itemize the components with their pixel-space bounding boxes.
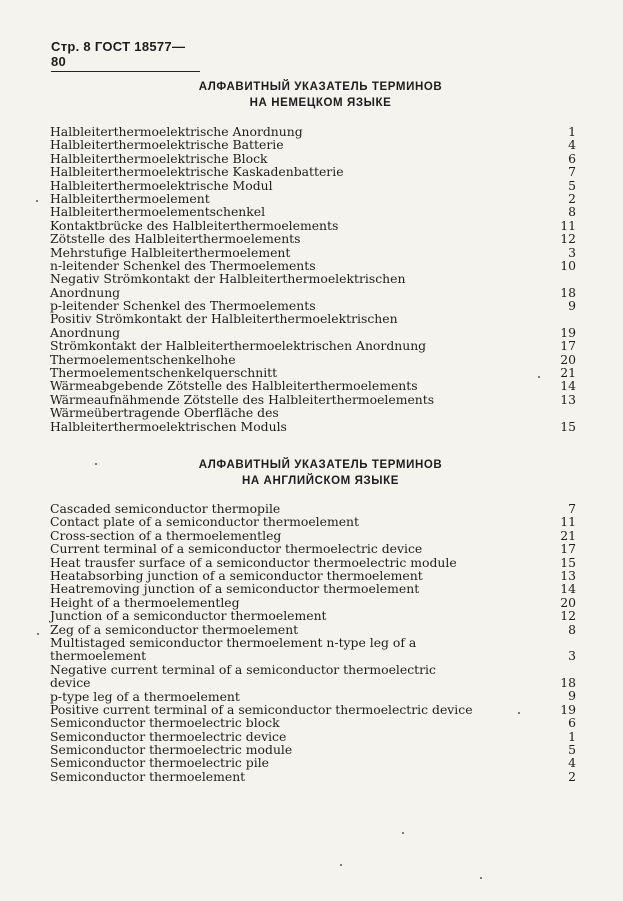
index-entry: Kontaktbrücke des Halbleiterthermoelements 11 <box>50 217 576 233</box>
index-entry: Semiconductor thermoelectric module 5 <box>50 742 576 758</box>
index-entry: Wärmeübertragende Oberfläche des Halbleiterthermoelektrischen Moduls 15 <box>50 405 576 434</box>
english-terms-list <box>50 502 576 783</box>
index-entry: Multistaged semiconductor thermoelement n-type leg of a thermoelement 3 <box>50 634 576 664</box>
index-entry: Wärmeabgebende Zötstelle des Halbleiterthermoelements 14 <box>50 378 576 394</box>
index-entry: p-leitender Schenkel des Thermoelements 9 <box>50 298 576 314</box>
index-entry: Heat trausfer surface of a semiconductor thermoelectric module 15 <box>50 554 576 570</box>
index-entry: Cascaded semiconductor thermopile 7 <box>50 500 576 516</box>
index-entry: Thermoelementschenkelhohe 20 <box>50 351 576 367</box>
index-entry: Strömkontakt der Halbleiterthermoelektrischen Anordnung 17 <box>50 338 576 354</box>
scan-speck <box>480 877 482 879</box>
index-entry: Zeg of a semiconductor thermoelement 8 <box>50 621 576 637</box>
index-entry: Halbleiterthermoelektrische Block 6 <box>50 150 576 166</box>
index-entry: Negativ Strömkontakt der Halbleiterthermoelektrischen Anordnung 18 <box>50 271 576 300</box>
index-entry: Heatabsorbing junction of a semiconductor thermoelement 13 <box>50 567 576 583</box>
german-terms-list <box>50 125 576 433</box>
index-entry: Halbleiterthermoelektrische Batterie 4 <box>50 137 576 153</box>
index-entry: Zötstelle des Halbleiterthermoelements 12 <box>50 231 576 247</box>
scan-speck <box>37 633 39 635</box>
index-entry: Semiconductor thermoelement 2 <box>50 768 576 784</box>
section-title-english <box>0 457 623 489</box>
section-title-german-line1: АЛФАВИТНЫЙ УКАЗАТЕЛЬ ТЕРМИНОВ <box>198 81 443 93</box>
index-entry: Semiconductor thermoelectric device 1 <box>50 728 576 744</box>
index-entry: n-leitender Schenkel des Thermoelements 10 <box>50 257 576 273</box>
index-entry: Halbleiterthermoelementschenkel 8 <box>50 204 576 220</box>
section-title-german-line2: НА НЕМЕЦКОМ ЯЗЫКЕ <box>249 97 392 109</box>
section-title-english-line1: АЛФАВИТНЫЙ УКАЗАТЕЛЬ ТЕРМИНОВ <box>198 459 443 471</box>
scan-speck <box>36 200 38 202</box>
scan-speck <box>538 376 540 378</box>
index-entry: Negative current terminal of a semiconductor thermoelectric device 18 <box>50 661 576 691</box>
index-entry: Junction of a semiconductor thermoelement 12 <box>50 608 576 624</box>
index-entry: Current terminal of a semiconductor thermoelectric device 17 <box>50 541 576 557</box>
index-entry: Positive current terminal of a semiconductor thermoelectric device 19 <box>50 701 576 717</box>
index-entry: Cross-section of a thermoelementleg 21 <box>50 527 576 543</box>
index-entry: Halbleiterthermoelektrische Modul 5 <box>50 177 576 193</box>
index-entry: Thermoelementschenkelquerschnitt 21 <box>50 365 576 381</box>
scan-speck <box>340 864 342 866</box>
index-entry: Height of a thermoelementleg 20 <box>50 594 576 610</box>
index-entry: Heatremoving junction of a semiconductor thermoelement 14 <box>50 581 576 597</box>
scan-speck <box>518 712 520 714</box>
scan-speck <box>95 463 97 465</box>
index-entry: Semiconductor thermoelectric pile 4 <box>50 755 576 771</box>
index-entry: Halbleiterthermoelektrische Anordnung 1 <box>50 123 576 139</box>
section-title-english-line2: НА АНГЛИЙСКОМ ЯЗЫКЕ <box>241 475 400 487</box>
scan-speck <box>402 832 404 834</box>
index-entry: Mehrstufige Halbleiterthermoelement 3 <box>50 244 576 260</box>
index-entry: Halbleiterthermoelektrische Kaskadenbatterie 7 <box>50 164 576 180</box>
page-header: Стр. 8 ГОСТ 18577—80 <box>51 39 200 72</box>
index-entry: Contact plate of a semiconductor thermoelement 11 <box>50 514 576 530</box>
index-entry: Halbleiterthermoelement 2 <box>50 190 576 206</box>
index-entry: Semiconductor thermoelectric block 6 <box>50 715 576 731</box>
section-title-german <box>0 79 623 111</box>
index-entry: Wärmeaufnähmende Zötstelle des Halbleiterthermoelements 13 <box>50 391 576 407</box>
index-entry: p-type leg of a thermoelement 9 <box>50 688 576 704</box>
index-entry: Positiv Strömkontakt der Halbleiterthermoelektrischen Anordnung 19 <box>50 311 576 340</box>
